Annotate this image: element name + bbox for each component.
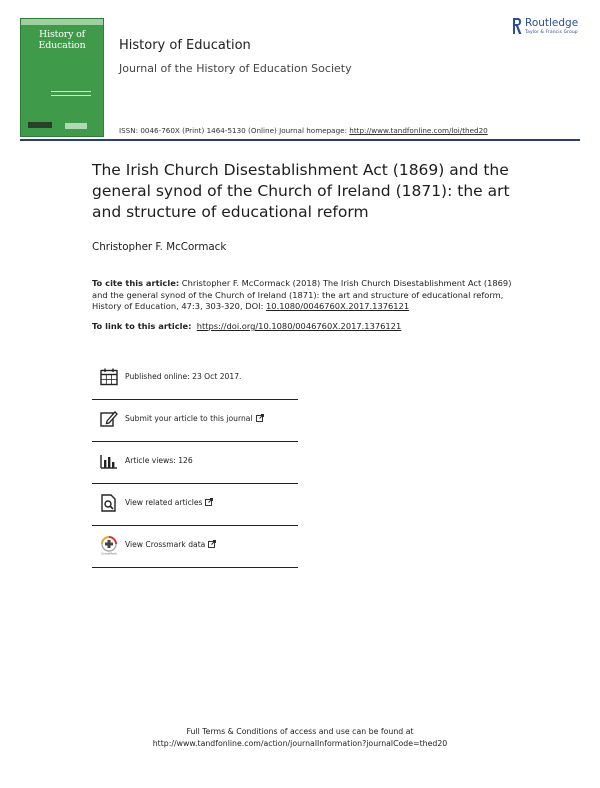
crossmark-text: View Crossmark data — [125, 540, 206, 549]
cover-rule — [51, 91, 91, 92]
link-label: To link to this article: — [92, 321, 192, 331]
cover-rule — [51, 95, 91, 96]
article-info-list — [92, 358, 298, 568]
related-articles-text: View related articles — [125, 498, 203, 507]
article-views-row — [92, 442, 298, 484]
routledge-r-icon — [512, 17, 522, 35]
edit-icon — [99, 409, 119, 429]
svg-text:CrossMark: CrossMark — [101, 551, 117, 555]
citation-block — [92, 278, 512, 313]
article-title: The Irish Church Disestablishment Act (1869) and the general synod of the Church of Ireland (1871): the art and structure of educational reform — [92, 161, 510, 221]
cover-publisher-mark — [65, 123, 87, 129]
journal-cover-thumbnail — [20, 18, 104, 137]
article-link-line — [92, 321, 401, 331]
related-articles-icon — [99, 493, 119, 513]
article-views-text: Article views: 126 — [125, 456, 193, 465]
external-link-icon — [205, 498, 213, 506]
cite-text: Christopher F. McCormack (2018) The Irish Church Disestablishment Act (1869) and the general synod of the Church of Ireland (1871): the art and structure of educational reform, History of Education, 47:3, 303-320, DOI: — [92, 278, 512, 312]
crossmark-row[interactable] — [92, 526, 298, 568]
issn-line — [119, 126, 488, 135]
issn-text: ISSN: 0046-760X (Print) 1464-5130 (Online) Journal homepage: — [119, 126, 350, 135]
article-doi-url[interactable]: https://doi.org/10.1080/0046760X.2017.1376121 — [196, 321, 402, 331]
cover-top-bar — [21, 19, 103, 25]
cite-label: To cite this article: — [92, 278, 180, 288]
terms-footer — [0, 726, 600, 750]
external-link-icon — [208, 540, 216, 548]
published-online-row — [92, 358, 298, 400]
submit-article-link[interactable] — [125, 414, 264, 423]
bar-chart-icon — [99, 451, 119, 471]
terms-url[interactable]: http://www.tandfonline.com/action/journalInformation?journalCode=thed20 — [152, 739, 448, 748]
crossmark-icon — [99, 535, 119, 555]
journal-subtitle: Journal of the History of Education Society — [119, 62, 352, 75]
header-divider — [20, 139, 580, 141]
article-author: Christopher F. McCormack — [92, 241, 227, 253]
related-articles-link[interactable] — [125, 498, 213, 507]
society-logo — [28, 122, 52, 128]
external-link-icon — [256, 414, 264, 422]
publisher-tagline: Taylor & Francis Group — [525, 30, 578, 35]
published-online-text: Published online: 23 Oct 2017. — [125, 372, 242, 381]
terms-text: Full Terms & Conditions of access and use can be found at — [186, 727, 414, 736]
doi-link[interactable]: 10.1080/0046760X.2017.1376121 — [266, 301, 410, 312]
publisher-name: Routledge — [525, 17, 579, 29]
journal-homepage-link[interactable]: http://www.tandfonline.com/loi/thed20 — [349, 126, 488, 135]
calendar-icon — [99, 367, 119, 387]
crossmark-link[interactable] — [125, 540, 216, 549]
submit-article-row[interactable] — [92, 400, 298, 442]
cover-title: History of Education — [38, 29, 86, 51]
journal-title[interactable]: History of Education — [119, 38, 251, 53]
submit-article-text: Submit your article to this journal — [125, 414, 253, 423]
related-articles-row[interactable] — [92, 484, 298, 526]
